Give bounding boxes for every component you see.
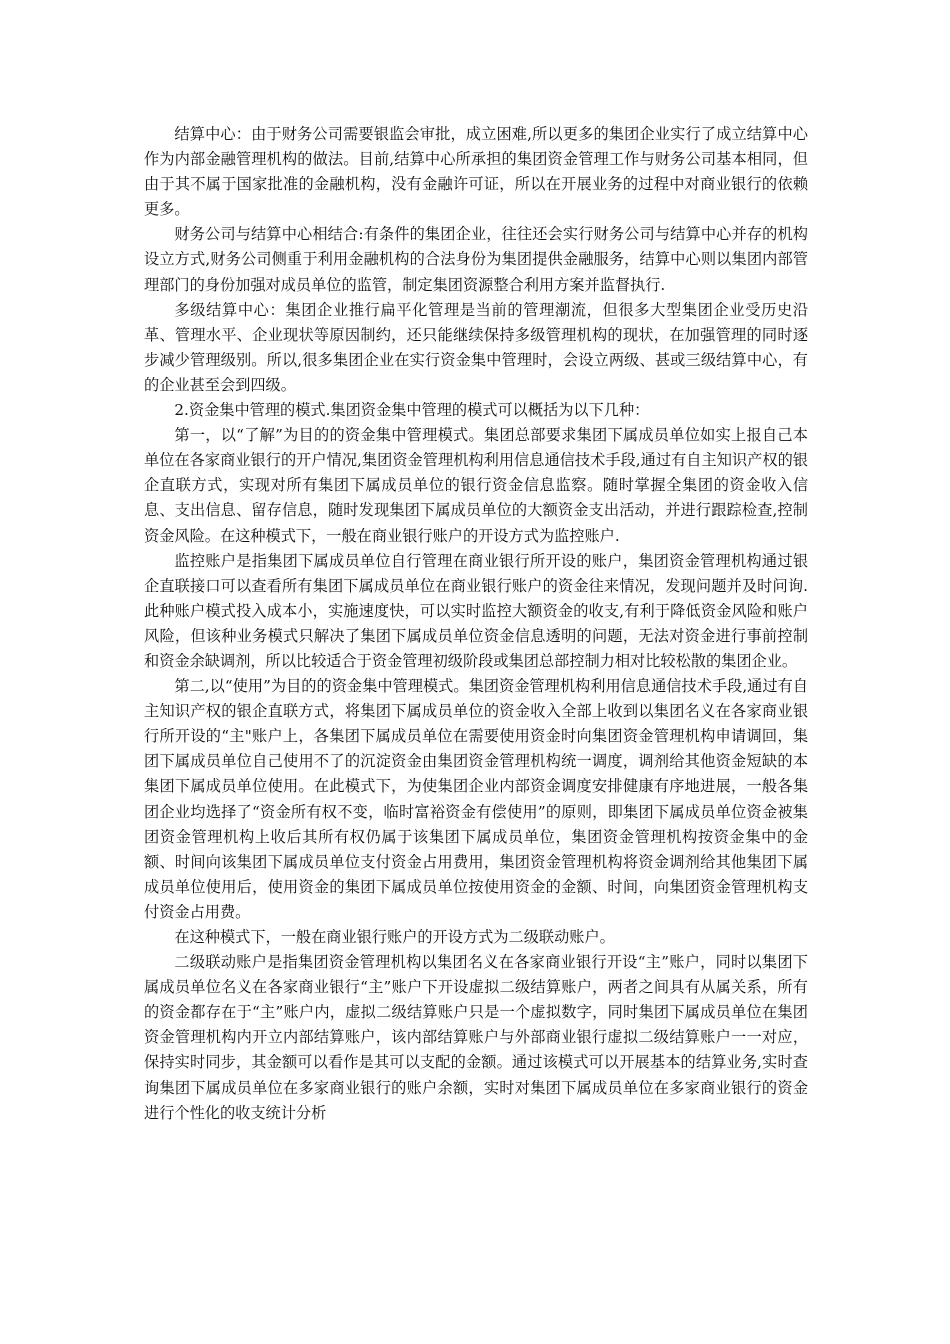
paragraph-finance-company-combined: 财务公司与结算中心相结合:有条件的集团企业，往往还会实行财务公司与结算中心并存的机构设立方式,财务公司侧重于利用金融机构的合法身份为集团提供金融服务，结算中心则以集团内部管理部门的身份加强对成员单位的监管，制定集团资源整合利用方案并监督执行. — [144, 225, 808, 294]
paragraph-multi-level-center: 多级结算中心：集团企业推行扁平化管理是当前的管理潮流，但很多大型集团企业受历史沿革、管理水平、企业现状等原因制约，还只能继续保持多级管理机构的现状，在加强管理的同时逐步减少管理级别。所以,很多集团企业在实行资金集中管理时，会设立两级、甚或三级结算中心，有的企业甚至会到四级。 — [144, 300, 808, 394]
paragraph-mode-one: 第一，以“了解”为目的的资金集中管理模式。集团总部要求集团下属成员单位如实上报自己本单位在各家商业银行的开户情况,集团资金管理机构利用信息通信技术手段,通过有自主知识产权的银企直联方式，实现对所有集团下属成员单位的银行资金信息监察。随时掌握全集团的资金收入信息、支出信息、留存信息，随时发现集团下属成员单位的大额资金支出活动，并进行跟踪检查,控制资金风险。在这种模式下，一般在商业银行账户的开设方式为监控账户. — [144, 426, 808, 545]
document-page — [144, 122, 808, 1126]
paragraph-linked-account: 二级联动账户是指集团资金管理机构以集团名义在各家商业银行开设“主”账户，同时以集团下属成员单位名义在各家商业银行“主”账户下开设虚拟二级结算账户，两者之间具有从属关系，所有的资金都存在于“主”账户内，虚拟二级结算账户只是一个虚拟数字，同时集团下属成员单位在集团资金管理机构内开立内部结算账户，该内部结算账户与外部商业银行虚拟二级结算账户一一对应，保持实时同步，其金额可以看作是其可以支配的金额。通过该模式可以开展基本的结算业务,实时查询集团下属成员单位在多家商业银行的账户余额，实时对集团下属成员单位在多家商业银行的资金进行个性化的收支统计分析 — [144, 953, 808, 1122]
paragraph-mode-two: 第二,以“使用”为目的的资金集中管理模式。集团资金管理机构利用信息通信技术手段,通过有自主知识产权的银企直联方式，将集团下属成员单位的资金收入全部上收到以集团名义在各家商业银行所开设的“主"账户上，各集团下属成员单位在需要使用资金时向集团资金管理机构申请调回，集团下属成员单位自己使用不了的沉淀资金由集团资金管理机构统一调度，调剂给其他资金短缺的本集团下属成员单位使用。在此模式下，为使集团企业内部资金调度安排健康有序地进展，一般各集团企业均选择了“资金所有权不变，临时富裕资金有偿使用”的原则，即集团下属成员单位资金被集团资金管理机构上收后其所有权仍属于该集团下属成员单位，集团资金管理机构按资金集中的金额、时间向该集团下属成员单位支付资金占用费用，集团资金管理机构将资金调剂给其他集团下属成员单位使用后，使用资金的集团下属成员单位按使用资金的金额、时间，向集团资金管理机构支付资金占用费。 — [144, 677, 808, 921]
paragraph-mode-two-account-type: 在这种模式下，一般在商业银行账户的开设方式为二级联动账户。 — [174, 928, 615, 946]
paragraph-settlement-center: 结算中心：由于财务公司需要银监会审批，成立困难,所以更多的集团企业实行了成立结算中心作为内部金融管理机构的做法。目前,结算中心所承担的集团资金管理工作与财务公司基本相同，但由于其不属于国家批准的金融机构，没有金融许可证，所以在开展业务的过程中对商业银行的依赖更多。 — [144, 125, 808, 219]
paragraph-monitoring-account: 监控账户是指集团下属成员单位自行管理在商业银行所开设的账户，集团资金管理机构通过银企直联接口可以查看所有集团下属成员单位在商业银行账户的资金往来情况，发现问题并及时问询.此种账户模式投入成本小，实施速度快，可以实时监控大额资金的收支,有利于降低资金风险和账户风险，但该种业务模式只解决了集团下属成员单位资金信息透明的问题，无法对资金进行事前控制和资金余缺调剂，所以比较适合于资金管理初级阶段或集团总部控制力相对比较松散的集团企业。 — [144, 551, 808, 670]
paragraph-section-heading: 2.资金集中管理的模式.集团资金集中管理的模式可以概括为以下几种： — [174, 401, 650, 420]
